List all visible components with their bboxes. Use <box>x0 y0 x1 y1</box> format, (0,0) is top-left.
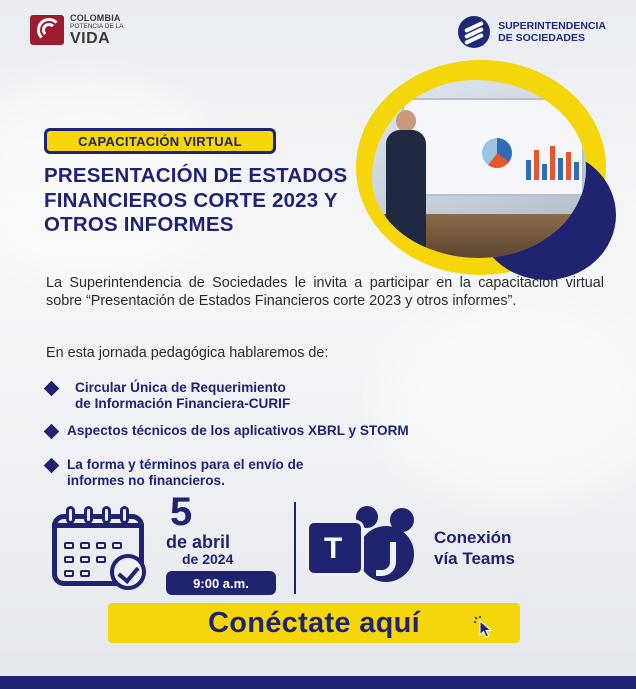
teams-connection-line2: vía Teams <box>434 549 515 568</box>
topic-line: informes no financieros. <box>67 473 225 488</box>
event-time: 9:00 a.m. <box>166 571 276 595</box>
footer-bar <box>0 676 636 689</box>
diamond-bullet-icon <box>44 424 60 440</box>
background-blur <box>380 300 636 500</box>
connect-here-button[interactable]: Conéctate aquí <box>108 603 520 643</box>
calendar-check-icon <box>52 504 152 592</box>
intro-text: La Superintendencia de Sociedades le invita a participar en la capacitación virtual sobre “Presentación de Estados Financieros corte 2023 y otros informes”. <box>46 275 604 309</box>
pie-chart-graphic <box>482 138 512 168</box>
teams-icon: T <box>306 506 420 586</box>
presenter-figure <box>382 110 430 258</box>
cursor-click-icon <box>474 616 496 638</box>
event-day: 5 <box>170 490 193 534</box>
topic-item <box>46 423 409 439</box>
colombia-logo <box>30 14 123 47</box>
topic-item <box>46 457 303 489</box>
hero-photo-presenter <box>372 80 586 258</box>
topics-lead-text: En esta jornada pedagógica hablaremos de: <box>46 345 329 361</box>
page-title: PRESENTACIÓN DE ESTADOS FINANCIEROS CORTE 2023 Y OTROS INFORMES <box>44 164 348 236</box>
supersociedades-line1: SUPERINTENDENCIA <box>498 19 606 32</box>
colombia-logo-line2: POTENCIA DE LA <box>70 23 124 30</box>
supersociedades-line2: DE SOCIEDADES <box>498 32 585 44</box>
supersociedades-logo <box>458 16 606 48</box>
event-year: de 2024 <box>182 551 234 567</box>
topic-item <box>46 380 290 412</box>
diamond-bullet-icon <box>44 458 60 474</box>
event-month: de abril <box>166 532 231 552</box>
topic-line: de Información Financiera-CURIF <box>75 396 291 411</box>
colombia-logo-line3: VIDA <box>70 29 111 47</box>
teams-connection-label <box>434 527 515 569</box>
diamond-bullet-icon <box>44 381 60 397</box>
topic-line: La forma y términos para el envío de <box>67 457 304 472</box>
teams-connection-line1: Conexión <box>434 528 512 547</box>
vertical-divider <box>294 502 296 594</box>
topic-line: Aspectos técnicos de los aplicativos XBRL y STORM <box>67 423 409 438</box>
colombia-logo-line1: COLOMBIA <box>70 13 121 23</box>
topic-line: Circular Única de Requerimiento <box>75 380 286 395</box>
colombia-emblem-icon <box>30 15 64 45</box>
supersociedades-emblem-icon <box>458 16 490 48</box>
virtual-training-badge: CAPACITACIÓN VIRTUAL <box>44 128 276 154</box>
